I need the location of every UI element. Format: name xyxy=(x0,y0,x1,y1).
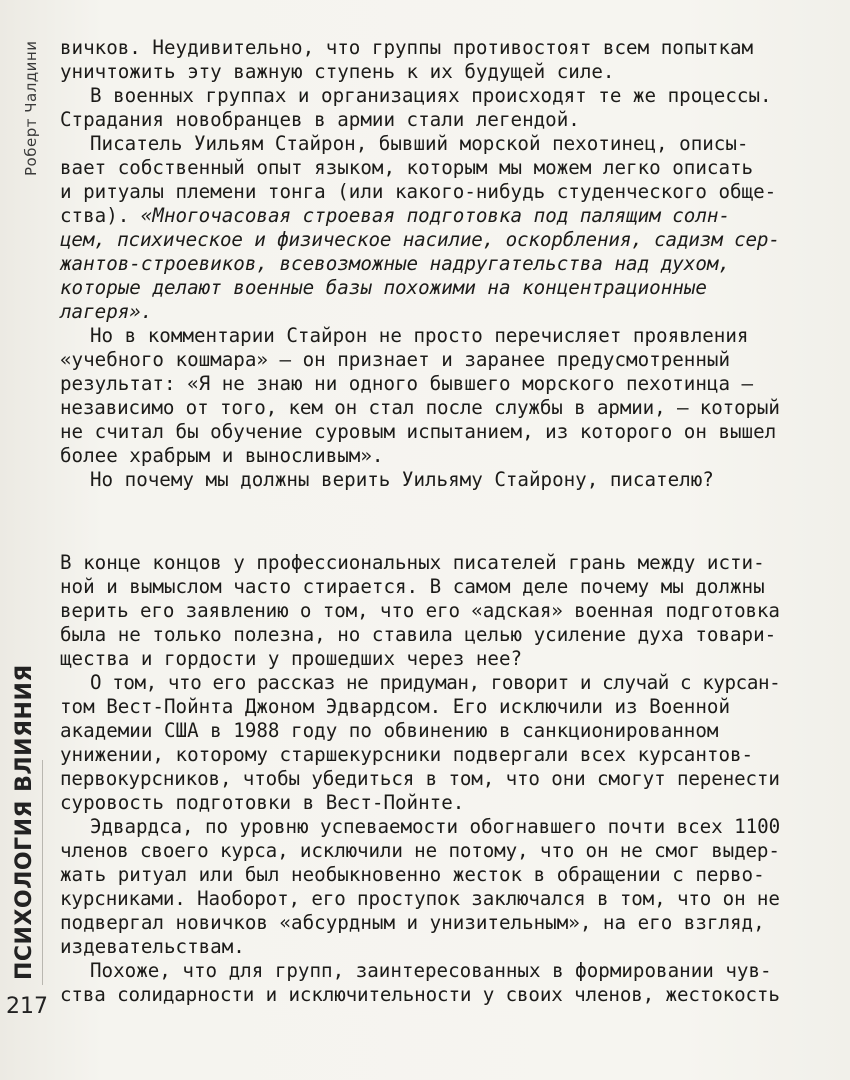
text-line: вичков. Неудивительно, что группы противостоят всем попыткам xyxy=(60,36,754,59)
text-line: издевательствам. xyxy=(60,935,245,958)
text-line: ства солидарности и исключительности у своих членов, жестокость xyxy=(60,983,780,1006)
text-line: жантов-строевиков, всевозможные надругательства над духом, xyxy=(60,252,731,275)
margin-divider xyxy=(42,760,43,985)
text-line: Писатель Уильям Стайрон, бывший морской пехотинец, описы- xyxy=(90,132,749,155)
text-line: Похоже, что для групп, заинтересованных в формировании чув- xyxy=(90,959,772,982)
text-line: была не только полезна, но ставила целью усиление духа товари- xyxy=(60,623,777,646)
running-head-book-title: ПСИХОЛОГИЯ ВЛИЯНИЯ xyxy=(12,664,37,980)
text-line: подвергал новичков «абсурдным и унизительным», на его взгляд, xyxy=(60,911,765,934)
text-line: лагеря». xyxy=(60,300,153,323)
text-line: курсниками. Наоборот, его проступок заключался в том, что он не xyxy=(60,887,780,910)
text-line: независимо от того, кем он стал после службы в армии, — который xyxy=(60,396,780,419)
text-line: первокурсников, чтобы убедиться в том, что они смогут перенести xyxy=(60,767,780,790)
text-line: членов своего курса, исключили не потому, что он не смог выдер- xyxy=(60,839,780,862)
text-line: не считал бы обучение суровым испытанием, из которого он вышел xyxy=(60,420,777,443)
text-line-italic: «Многочасовая строевая подготовка под палящим солн- xyxy=(140,204,731,227)
text-line: «учебного кошмара» — он признает и заранее предусмотренный xyxy=(60,348,731,371)
text-line: В конце концов у профессиональных писателей грань между исти- xyxy=(60,551,765,574)
text-line: Но в комментарии Стайрон не просто перечисляет проявления xyxy=(90,324,749,347)
text-line: жать ритуал или был необыкновенно жесток в обращении с перво- xyxy=(60,863,765,886)
text-line: результат: «Я не знаю ни одного бывшего морского пехотинца — xyxy=(60,372,754,395)
text-line: Эдвардса, по уровню успеваемости обогнавшего почти всех 1100 xyxy=(90,815,781,838)
text-line: Страдания новобранцев в армии стали легендой. xyxy=(60,108,580,131)
text-line: цем, психическое и физическое насилие, оскорбления, садизм сер- xyxy=(60,228,780,251)
page-number: 217 xyxy=(6,994,48,1019)
text-block-upper xyxy=(60,36,780,492)
text-block-lower xyxy=(60,551,780,1007)
text-line xyxy=(60,204,780,228)
text-line-roman: ства). xyxy=(60,204,141,227)
text-line: О том, что его рассказ не придуман, говорит и случай с курсан- xyxy=(90,671,781,694)
text-line: которые делают военные базы похожими на концентрационные xyxy=(60,276,707,299)
text-line: ной и вымыслом часто стирается. В самом деле почему мы должны xyxy=(60,575,765,598)
text-line: том Вест-Пойнта Джоном Эдвардсом. Его исключили из Военной xyxy=(60,695,731,718)
text-line: Но почему мы должны верить Уильяму Стайрону, писателю? xyxy=(90,468,714,491)
text-line: уничтожить эту важную ступень к их будущей силе. xyxy=(60,60,615,83)
running-head-author: Роберт Чалдини xyxy=(22,40,40,176)
text-line: В военных группах и организациях происходят те же процессы. xyxy=(90,84,772,107)
text-line: суровость подготовки в Вест-Пойнте. xyxy=(60,791,465,814)
text-line: и ритуалы племени тонга (или какого-нибудь студенческого обще- xyxy=(60,180,777,203)
text-line: унижении, которому старшекурсники подвергали всех курсантов- xyxy=(60,743,754,766)
text-line: верить его заявлению о том, что его «адская» военная подготовка xyxy=(60,599,780,622)
text-line: более храбрым и выносливым». xyxy=(60,444,384,467)
text-line: щества и гордости у прошедших через нее? xyxy=(60,647,523,670)
text-line: вает собственный опыт языком, которым мы можем легко описать xyxy=(60,156,754,179)
text-line: академии США в 1988 году по обвинению в санкционированном xyxy=(60,719,719,742)
